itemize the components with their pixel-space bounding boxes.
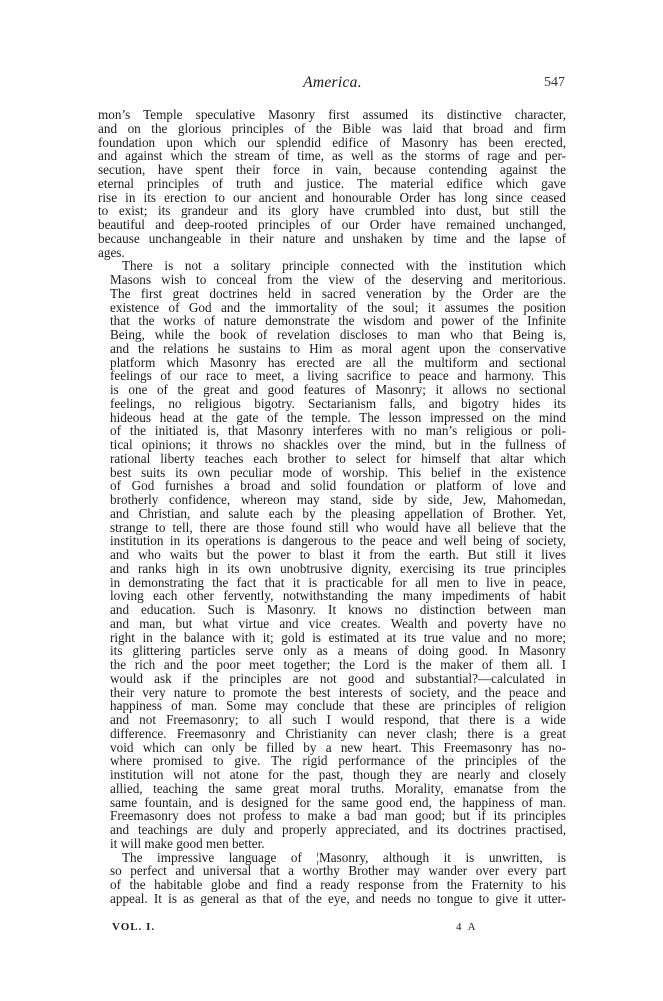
text-line: and who waits but the power to blast it from the earth. But still it lives: [110, 547, 566, 562]
text-line: that the works of nature demonstrate the wisdom and power of the Infinite: [110, 313, 566, 329]
page-footer: [98, 921, 566, 937]
paragraph: [98, 259, 566, 850]
text-line: where promised to give. The rigid performance of the principles of the: [110, 753, 566, 769]
text-line: would ask if the principles are not good and substantial?—calculated in: [110, 670, 566, 686]
text-line: hideous head at the gate of the temple. The lesson impressed on the mind: [110, 409, 566, 425]
text-line: loving each other fervently, notwithstanding the many impediments of habit: [110, 588, 566, 604]
text-line: and education. Such is Masonry. It knows no distinction between man: [110, 602, 566, 617]
body-text: [98, 108, 566, 906]
text-line: in demonstrating the fact that it is practicable for all men to live in peace,: [110, 574, 566, 590]
text-line: appeal. It is as general as that of the eye, and needs no tongue to give it utter-: [110, 890, 566, 906]
text-line: tical opinions; it throws no shackles over the mind, but in the fullness of: [110, 437, 566, 452]
gathering-mark: 4 A: [456, 921, 478, 933]
text-line: void which can only be filled by a new heart. This Freemasonry has no-: [110, 739, 566, 755]
text-line: brotherly confidence, whereon may stand, side by side, Jew, Mahomedan,: [110, 492, 566, 507]
text-line: to exist; its grandeur and its glory have crumbled into dust, but still the: [98, 203, 566, 219]
text-line: Masons wish to conceal from the view of the deserving and meritorious.: [110, 272, 566, 287]
text-line: and not Freemasonry; to all such I would respond, that there is a wide: [110, 712, 566, 727]
text-line: so perfect and universal that a worthy Brother may wander over every part: [110, 863, 566, 879]
text-line: rise in its erection to our ancient and honourable Order has long since ceased: [98, 189, 566, 205]
text-line: right in the balance with it; gold is estimated at its true value and no more;: [110, 629, 566, 645]
text-line: mon’s Temple speculative Masonry first assumed its distinctive character,: [98, 107, 566, 122]
text-line: existence of God and the immortality of the soul; it assumes the position: [110, 299, 566, 315]
text-line: of God furnishes a broad and solid foundation or platform of love and: [110, 478, 566, 494]
text-line: Being, while the book of revelation discloses to man who that Being is,: [110, 327, 566, 342]
paragraph: [98, 108, 566, 259]
text-line: and on the glorious principles of the Bible was laid that broad and firm: [98, 120, 566, 136]
text-line: strange to tell, there are those found still who would have all believe that the: [110, 519, 566, 535]
text-line: and ranks high in its own unobtrusive dignity, exercising its true principles: [110, 560, 566, 576]
text-line: and the relations he sustains to Him as moral agent upon the conservative: [110, 340, 566, 356]
text-line: same fountain, and is designed for the same good end, the happiness of man.: [110, 794, 566, 810]
text-line: of the habitable globe and find a ready response from the Fraternity to his: [110, 877, 566, 892]
text-line: best suits its own peculiar mode of worship. This belief in the existence: [110, 464, 566, 480]
text-line: The impressive language of ¦Masonry, although it is unwritten, is: [122, 849, 566, 865]
text-line: and teachings are duly and properly appreciated, and its doctrines practised,: [110, 822, 566, 837]
text-line: and against which the stream of time, as well as the storms of rage and per-: [98, 148, 566, 164]
running-title: America.: [303, 74, 362, 91]
page-number: 547: [544, 75, 565, 90]
text-line: is one of the great and good features of Masonry; it allows no sectional: [110, 382, 566, 397]
text-line: eternal principles of truth and justice. The material edifice which gave: [98, 175, 566, 191]
text-line: platform which Masonry has erected are all the multiform and sectional: [110, 354, 566, 370]
running-head: [100, 74, 565, 94]
text-line: beautiful and deep-rooted principles of our Order have remained unchanged,: [98, 217, 566, 232]
text-line: There is not a solitary principle connected with the institution which: [122, 258, 566, 274]
text-line: foundation upon which our splendid edifice of Masonry has been erected,: [98, 134, 566, 150]
text-line: institution in its operations is dangerous to the peace and well being of society,: [110, 533, 566, 549]
text-line: institution will not atone for the past, though they are nearly and closely: [110, 767, 566, 782]
text-line: difference. Freemasonry and Christianity can never clash; there is a great: [110, 725, 566, 741]
text-line: their very nature to promote the best interests of society, and the peace and: [110, 684, 566, 700]
text-line: of the initiated is, that Masonry interferes with no man’s religious or poli-: [110, 423, 566, 439]
volume-signature: VOL. I.: [112, 921, 156, 933]
text-line: feelings, no religious bigotry. Sectarianism falls, and bigotry hides its: [110, 395, 566, 411]
paragraph: [98, 851, 566, 906]
text-line: rational liberty teaches each brother to select for himself that altar which: [110, 450, 566, 466]
text-line: its glittering particles serve only as a means of doing good. In Masonry: [110, 643, 566, 659]
text-line: allied, teaching the same great moral truths. Morality, emanatse from the: [110, 780, 566, 796]
text-line: and man, but what virtue and vice creates. Wealth and poverty have no: [110, 615, 566, 631]
text-line: it will make good men better.: [110, 835, 265, 851]
text-line: happiness of man. Some may conclude that these are principles of religion: [110, 698, 566, 714]
text-line: secution, have spent their force in vain, because contending against the: [98, 162, 566, 177]
text-line: Freemasonry does not profess to make a bad man good; but if its principles: [110, 808, 566, 824]
text-line: ages.: [98, 244, 125, 260]
text-line: The first great doctrines held in sacred veneration by the Order are the: [110, 285, 566, 301]
text-line: feelings of our race to meet, a living sacrifice to peace and harmony. This: [110, 368, 566, 384]
text-line: because unchangeable in their nature and unshaken by time and the lapse of: [98, 230, 566, 246]
text-line: and Christian, and salute each by the pleasing appellation of Brother. Yet,: [110, 505, 566, 521]
text-line: the rich and the poor meet together; the Lord is the maker of them all. I: [110, 657, 566, 672]
